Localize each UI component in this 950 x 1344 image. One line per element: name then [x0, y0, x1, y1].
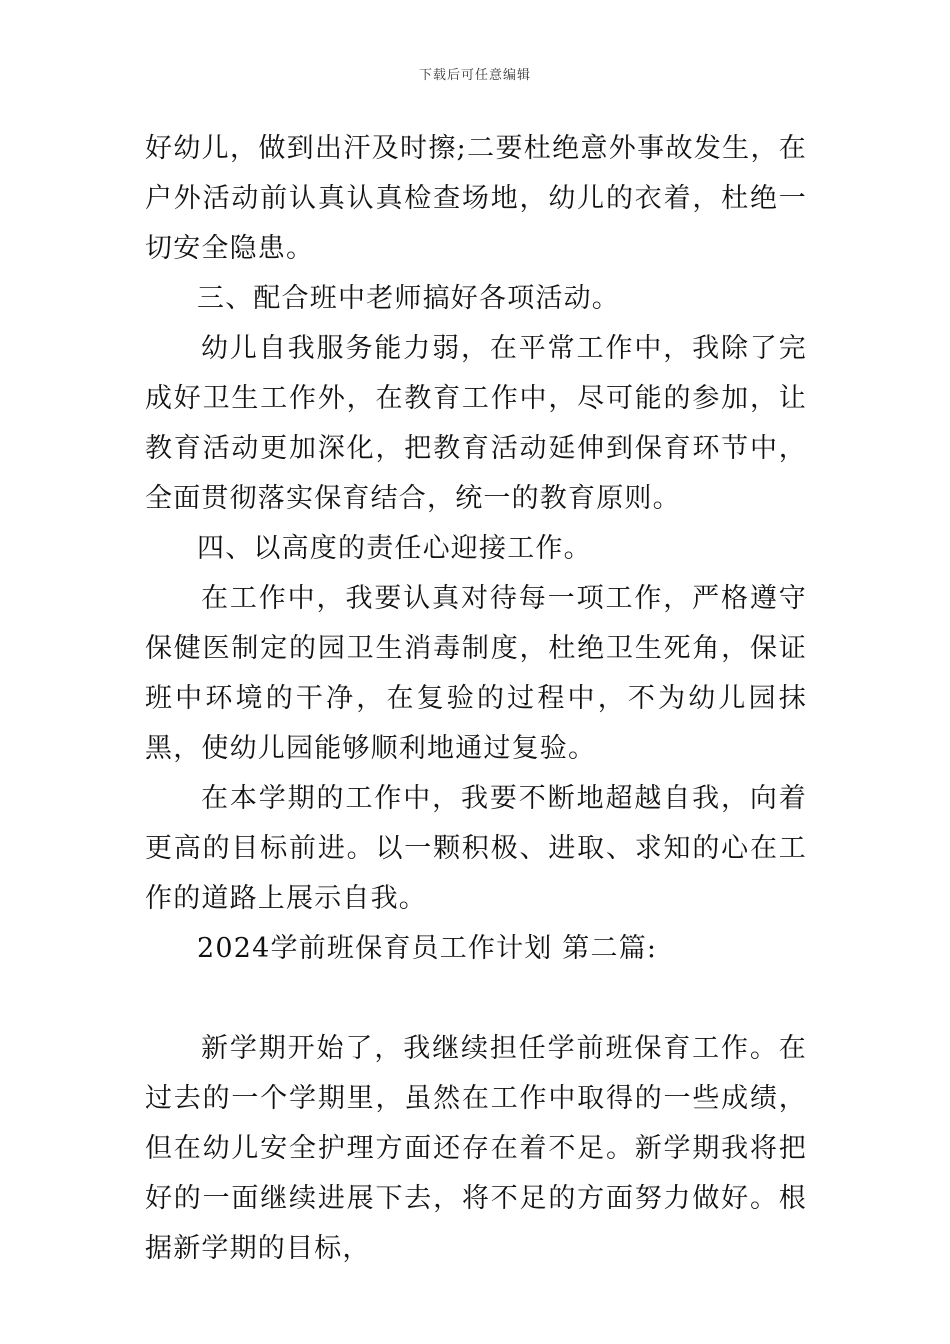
page-header-note: 下载后可任意编辑: [418, 68, 531, 83]
section-heading-4: 四、以高度的责任心迎接工作。: [197, 533, 592, 564]
paragraph-safety: 好幼儿，做到出汗及时擦;二要杜绝意外事故发生，在户外活动前认真认真检查场地，幼儿的衣着，杜绝一切安全隐患。: [145, 133, 807, 264]
paragraph-education: 幼儿自我服务能力弱，在平常工作中，我除了完成好卫生工作外，在教育工作中，尽可能的参加，让教育活动更加深化，把教育活动延伸到保育环节中，全面贯彻落实保育结合，统一的教育原则。: [145, 333, 807, 514]
paragraph-self-improvement: 在本学期的工作中，我要不断地超越自我，向着更高的目标前进。以一颗积极、进取、求知的心在工作的道路上展示自我。: [145, 783, 807, 914]
document-body: [145, 124, 807, 1274]
part-two-title: 2024学前班保育员工作计划 第二篇:: [197, 933, 658, 964]
paragraph-responsibility: 在工作中，我要认真对待每一项工作，严格遵守保健医制定的园卫生消毒制度，杜绝卫生死角，保证班中环境的干净，在复验的过程中，不为幼儿园抹黑，使幼儿园能够顺利地通过复验。: [145, 583, 807, 764]
section-heading-3: 三、配合班中老师搞好各项活动。: [197, 283, 620, 314]
paragraph-new-semester: 新学期开始了，我继续担任学前班保育工作。在过去的一个学期里，虽然在工作中取得的一些成绩，但在幼儿安全护理方面还存在着不足。新学期我将把好的一面继续进展下去，将不足的方面努力做好。根据新学期的目标，: [145, 1033, 807, 1264]
